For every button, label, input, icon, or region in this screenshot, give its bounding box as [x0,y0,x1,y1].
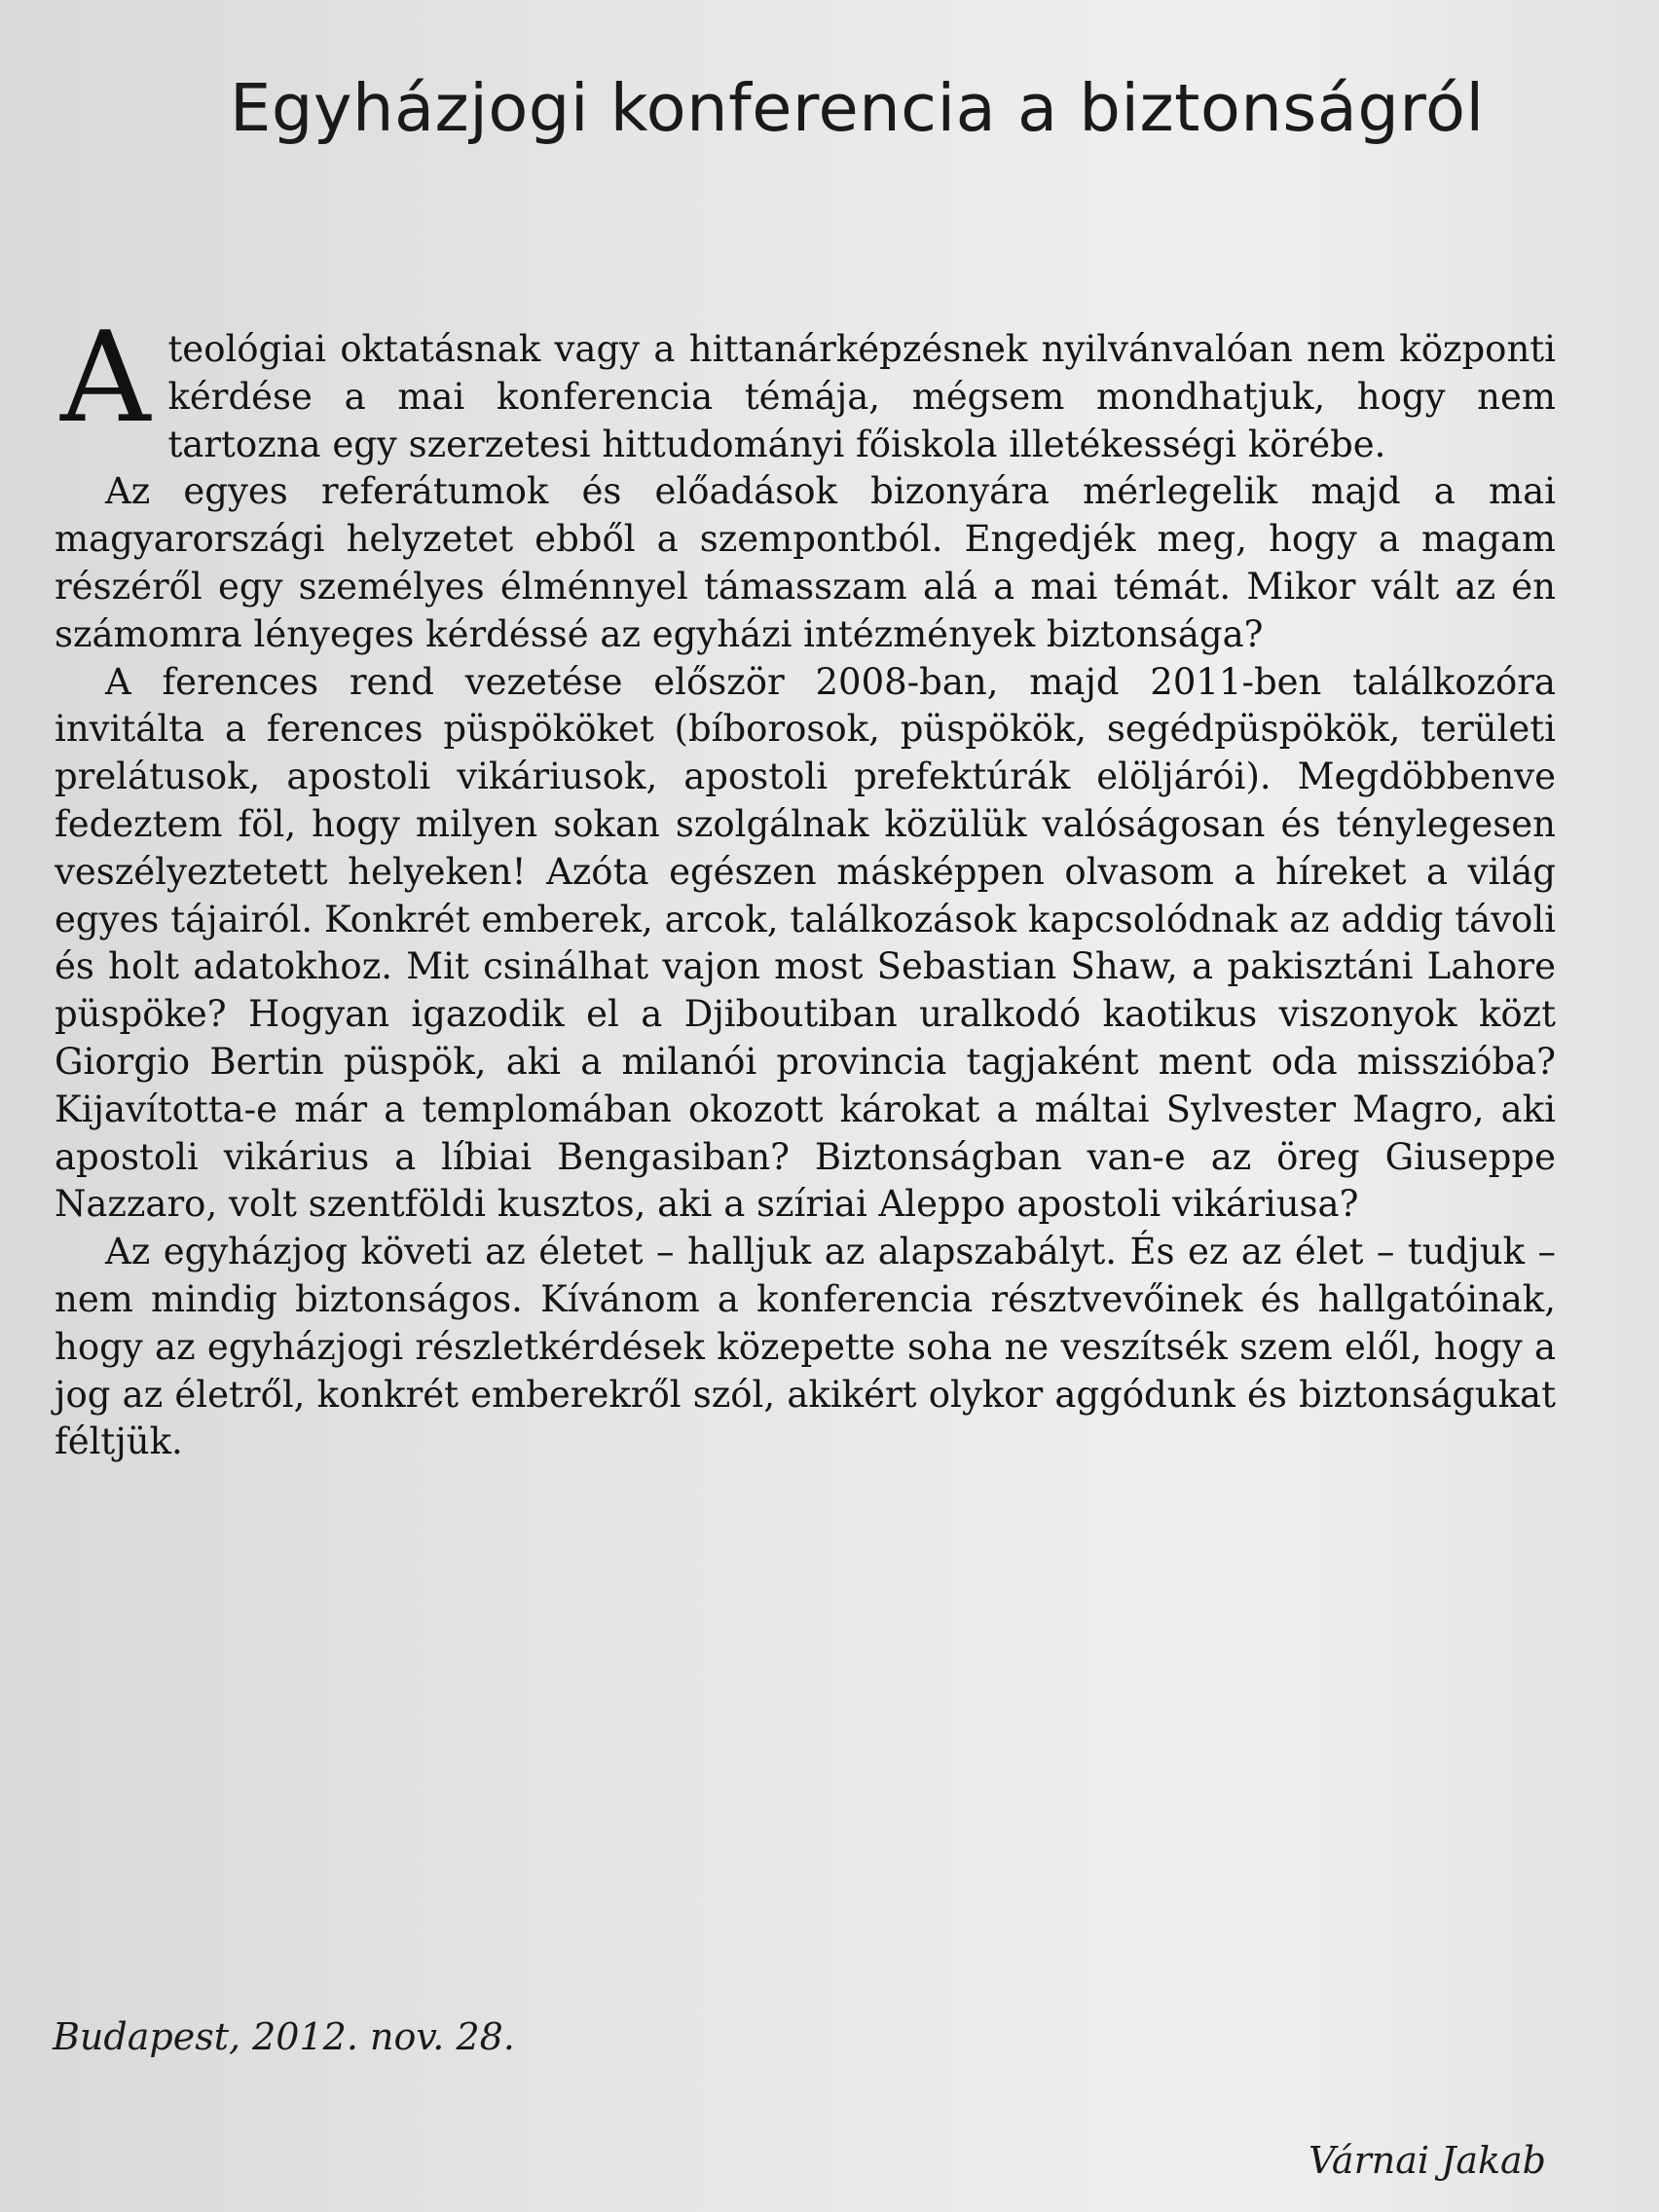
paragraph-2: Az egyes referátumok és előadások bizonyára mérlegelik majd a mai magyarországi helyzetet ebből a szempontból. Engedjék meg, hogy a magam részéről egy személyes élménnyel támasszam alá a mai témát. Mikor vált az én számomra lényeges kérdéssé az egyházi intézmények biztonsága? [55,470,1556,655]
author-signature: Várnai Jakab [1308,2139,1546,2182]
paragraph-3: A ferences rend vezetése először 2008-ban, majd 2011-ben találkozóra invitálta a ferences püspököket (bíborosok, püspökök, segédpüspökök, területi prelátusok, apostoli vikáriusok, apostoli prefektúrák elöljárói). Megdöbbenve fedeztem föl, hogy milyen sokan szolgálnak közülük valóságosan és ténylegesen veszélyeztetett helyeken! Azóta egészen másképpen olvasom a híreket a világ egyes tájairól. Konkrét emberek, arcok, találkozások kapcsolódnak az addig távoli és holt adatokhoz. Mit csinálhat vajon most Sebastian Shaw, a pakisztáni Lahore püspöke? Hogyan igazodik el a Djiboutiban uralkodó kaotikus viszonyok közt Giorgio Bertin püspök, aki a milanói provincia tagjaként ment oda misszióba? Kijavította-e már a templomában okozott károkat a máltai Sylvester Magro, aki apostoli vikárius a líbiai Bengasiban? Biztonságban van-e az öreg Giuseppe Nazzaro, volt szentföldi kusztos, aki a szíriai Aleppo apostoli vikáriusa? [55,660,1556,1226]
page-title: Egyházjogi konferencia a biztonságról [230,70,1485,146]
paragraph-1-text: teológiai oktatásnak vagy a hittanárképzésnek nyilvánvalóan nem központi kérdése a mai konferencia témája, mégsem mondhatjuk, hogy nem tartozna egy szerzetesi hittudományi főiskola illetékességi körébe. [167,328,1556,465]
paragraph-4: Az egyházjog követi az életet – halljuk az alapszabályt. És ez az élet – tudjuk – nem mindig biztonságos. Kívánom a konferencia résztvevőinek és hallgatóinak, hogy az egyházjogi részletkérdések közepette soha ne veszítsék szem elől, hogy a jog az életről, konkrét emberekről szól, akikért olykor aggódunk és biztonságukat féltjük. [55,1231,1556,1463]
article-body [55,306,1556,1466]
paragraph-1 [55,306,1556,468]
place-date: Budapest, 2012. nov. 28. [53,2015,515,2058]
drop-cap: A [60,306,151,451]
